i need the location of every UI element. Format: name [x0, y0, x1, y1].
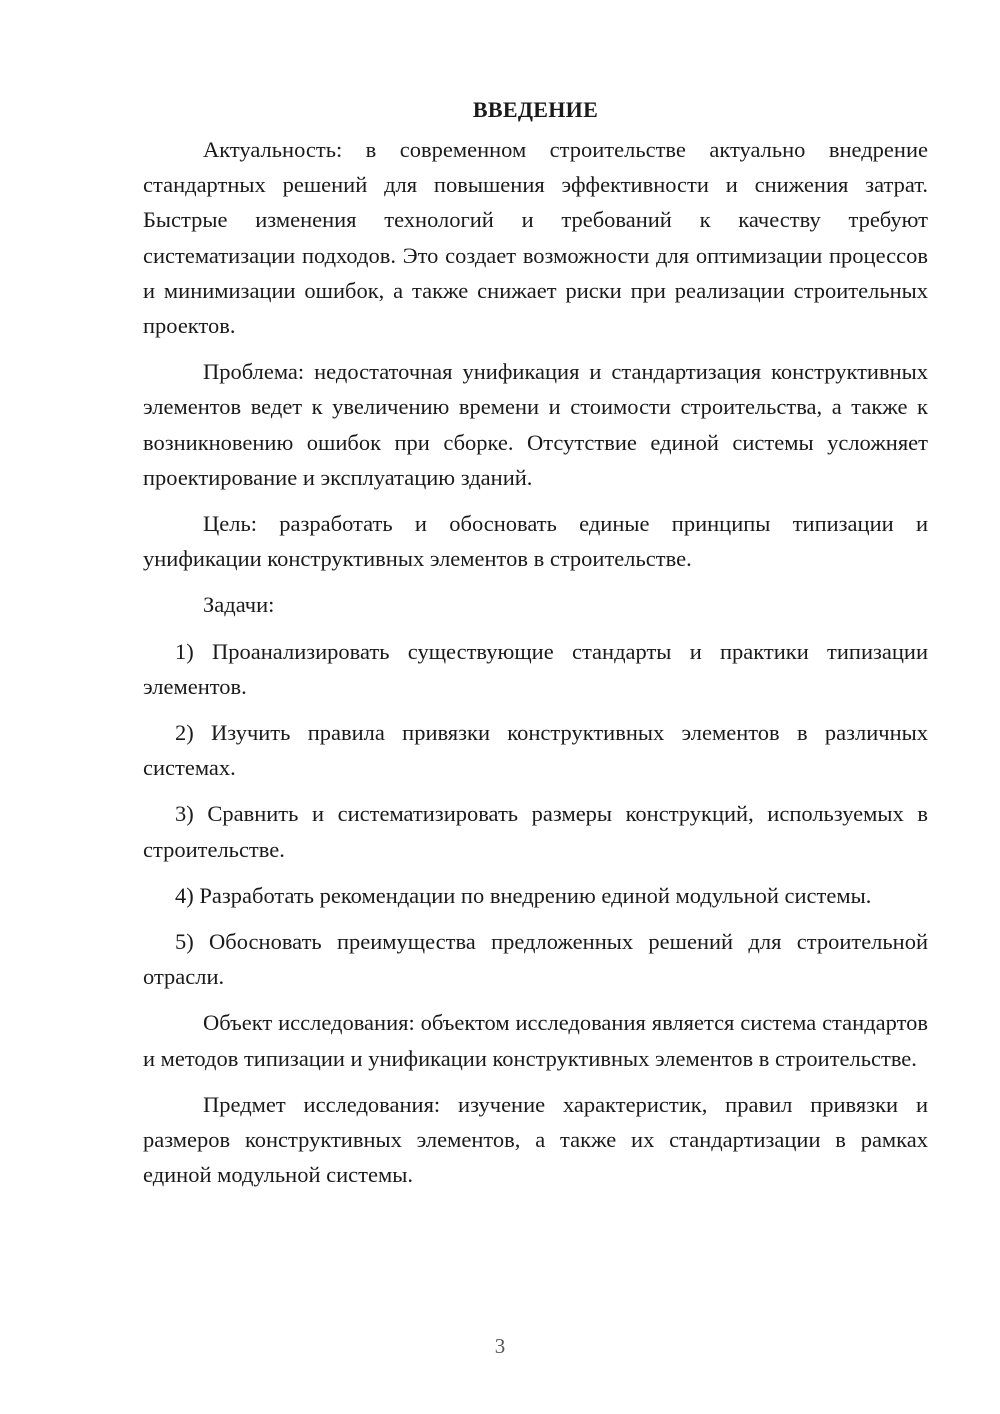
- task-item-1: 1) Проанализировать существующие стандарты и практики типизации элементов.: [143, 638, 928, 699]
- paragraph-research-subject: Предмет исследования: изучение характеристик, правил привязки и размеров конструктивных элементов, а также их стандартизации в рамках единой модульной системы.: [143, 1091, 928, 1188]
- page-content: [143, 92, 928, 1203]
- paragraph-research-object: Объект исследования: объектом исследования является система стандартов и методов типизации и унификации конструктивных элементов в строительстве.: [143, 1010, 928, 1071]
- task-item-4: 4) Разработать рекомендации по внедрению единой модульной системы.: [175, 882, 872, 908]
- paragraph-goal: Цель: разработать и обосновать единые принципы типизации и унификации конструктивных элементов в строительстве.: [143, 511, 928, 572]
- paragraph-tasks-heading: Задачи:: [203, 592, 275, 618]
- paragraph-problem: Проблема: недостаточная унификация и стандартизация конструктивных элементов ведет к увеличению времени и стоимости строительства, а также к возникновению ошибок при сборке. Отсутствие единой системы усложняет проектирование и эксплуатацию зданий.: [143, 359, 928, 490]
- task-item-2: 2) Изучить правила привязки конструктивных элементов в различных системах.: [143, 720, 928, 781]
- section-title: ВВЕДЕНИЕ: [472, 97, 599, 122]
- task-item-5: 5) Обосновать преимущества предложенных решений для строительной отрасли.: [143, 929, 928, 990]
- paragraph-relevance: Актуальность: в современном строительстве актуально внедрение стандартных решений для повышения эффективности и снижения затрат. Быстрые изменения технологий и требований к качеству требуют систематизации подходов. Это создает возможности для оптимизации процессов и минимизации ошибок, а также снижает риски при реализации строительных проектов.: [143, 137, 928, 339]
- task-item-3: 3) Сравнить и систематизировать размеры конструкций, используемых в строительстве.: [143, 801, 928, 862]
- page-number: 3: [494, 1334, 506, 1358]
